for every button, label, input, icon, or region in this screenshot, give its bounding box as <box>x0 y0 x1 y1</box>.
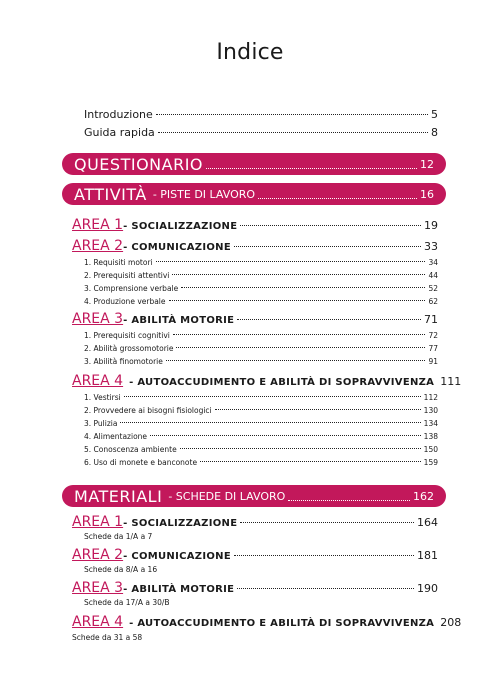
toc-entry-guida-rapida[interactable] <box>84 126 438 139</box>
area-note: Schede da 8/A a 16 <box>84 565 158 574</box>
subentry-page: 72 <box>428 331 438 340</box>
subentry-page: 138 <box>423 432 438 441</box>
area-page: 181 <box>417 549 438 562</box>
toc-entry-page: 8 <box>431 126 438 139</box>
dot-leader <box>288 500 410 501</box>
area-title: - AUTOACCUDIMENTO E ABILITÀ DI SOPRAVVIVENZA <box>129 618 435 629</box>
section-bar-questionario[interactable] <box>62 153 446 175</box>
toc-subentry[interactable] <box>84 357 438 366</box>
section-sublabel: - PISTE DI LAVORO <box>152 187 256 201</box>
subentry-page: 130 <box>423 406 438 415</box>
area-name: AREA 3 <box>72 311 124 327</box>
subentry-page: 112 <box>423 393 438 402</box>
dot-leader <box>176 347 425 348</box>
area-note: Schede da 1/A a 7 <box>84 532 153 541</box>
subentry-label: 4. Alimentazione <box>84 432 148 441</box>
dot-leader <box>237 588 414 589</box>
dot-leader <box>124 396 421 397</box>
subentry-page: 150 <box>423 445 438 454</box>
area-note: Schede da 17/A a 30/B <box>84 598 170 607</box>
section-page: 16 <box>420 187 434 201</box>
materiali-area-1[interactable] <box>72 514 438 530</box>
subentry-label: 4. Produzione verbale <box>84 297 166 306</box>
area-page: 208 <box>440 616 462 629</box>
dot-leader <box>172 274 425 275</box>
materiali-area-2[interactable] <box>72 547 438 563</box>
area-name: AREA 4 <box>72 614 124 630</box>
area-name: AREA 3 <box>72 580 124 596</box>
subentry-page: 91 <box>428 357 438 366</box>
area-name: AREA 1 <box>72 217 124 233</box>
area-title: - ABILITÀ MOTORIE <box>123 315 235 326</box>
subentry-page: 62 <box>428 297 438 306</box>
area-title: - AUTOACCUDIMENTO E ABILITÀ DI SOPRAVVIVENZA <box>129 377 435 388</box>
area-name: AREA 1 <box>72 514 124 530</box>
area-name: AREA 4 <box>72 373 124 389</box>
area-page: 164 <box>417 516 438 529</box>
area-page: 190 <box>417 582 438 595</box>
dot-leader <box>180 448 421 449</box>
subentry-label: 1. Requisiti motori <box>84 258 153 267</box>
subentry-page: 34 <box>428 258 438 267</box>
section-bar-attivita[interactable] <box>62 183 446 205</box>
dot-leader <box>237 319 421 320</box>
area-name: AREA 2 <box>72 238 124 254</box>
dot-leader <box>206 168 417 169</box>
toc-subentry[interactable] <box>84 419 438 428</box>
subentry-page: 77 <box>428 344 438 353</box>
toc-subentry[interactable] <box>84 331 438 340</box>
subentry-label: 2. Abilità grossomotorie <box>84 344 174 353</box>
toc-subentry[interactable] <box>84 432 438 441</box>
toc-entry-label: Introduzione <box>84 108 153 121</box>
dot-leader <box>150 435 421 436</box>
dot-leader <box>156 261 426 262</box>
toc-entry-label: Guida rapida <box>84 126 155 139</box>
dot-leader <box>181 287 425 288</box>
subentry-page: 44 <box>428 271 438 280</box>
section-page: 162 <box>413 489 434 503</box>
toc-subentry[interactable] <box>84 284 438 293</box>
section-label: MATERIALI <box>74 486 163 506</box>
dot-leader <box>240 225 421 226</box>
section-label: QUESTIONARIO <box>74 154 203 174</box>
section-sublabel: - SCHEDE DI LAVORO <box>168 489 286 503</box>
toc-subentry[interactable] <box>84 258 438 267</box>
area-title: - SOCIALIZZAZIONE <box>123 518 238 529</box>
area-note: Schede da 31 a 58 <box>72 633 143 642</box>
dot-leader <box>234 246 421 247</box>
toc-entry-introduzione[interactable] <box>84 108 438 121</box>
subentry-label: 2. Prerequisiti attentivi <box>84 271 170 280</box>
dot-leader <box>158 132 428 133</box>
area-name: AREA 2 <box>72 547 124 563</box>
subentry-label: 3. Pulizia <box>84 419 118 428</box>
dot-leader <box>169 300 426 301</box>
toc-area-3[interactable] <box>72 311 438 327</box>
materiali-area-3[interactable] <box>72 580 438 596</box>
dot-leader <box>215 409 421 410</box>
dot-leader <box>234 555 414 556</box>
area-page: 33 <box>424 240 438 253</box>
area-page: 71 <box>424 313 438 326</box>
area-title: - COMUNICAZIONE <box>123 551 231 562</box>
toc-area-4[interactable] <box>72 373 462 389</box>
toc-subentry[interactable] <box>84 445 438 454</box>
subentry-page: 52 <box>428 284 438 293</box>
area-page: 19 <box>424 219 438 232</box>
dot-leader <box>258 198 417 199</box>
toc-subentry[interactable] <box>84 271 438 280</box>
subentry-page: 159 <box>423 458 438 467</box>
area-title: - COMUNICAZIONE <box>123 242 231 253</box>
dot-leader <box>120 422 420 423</box>
toc-entry-page: 5 <box>431 108 438 121</box>
subentry-label: 3. Abilità finomotorie <box>84 357 163 366</box>
subentry-page: 134 <box>423 419 438 428</box>
subentry-label: 2. Provvedere ai bisogni fisiologici <box>84 406 212 415</box>
area-title: - SOCIALIZZAZIONE <box>123 221 238 232</box>
section-label: ATTIVITÀ <box>74 184 147 204</box>
section-bar-materiali[interactable] <box>62 485 446 507</box>
page-title: Indice <box>216 40 284 65</box>
area-page: 111 <box>440 375 462 388</box>
materiali-area-4[interactable] <box>72 614 462 630</box>
toc-area-1[interactable] <box>72 217 438 233</box>
subentry-label: 1. Vestirsi <box>84 393 121 402</box>
toc-subentry[interactable] <box>84 297 438 306</box>
subentry-label: 1. Prerequisiti cognitivi <box>84 331 170 340</box>
toc-area-2[interactable] <box>72 238 438 254</box>
toc-subentry[interactable] <box>84 458 438 467</box>
section-page: 12 <box>420 157 434 171</box>
dot-leader <box>240 522 414 523</box>
dot-leader <box>166 360 426 361</box>
dot-leader <box>200 461 421 462</box>
subentry-label: 5. Conoscenza ambiente <box>84 445 177 454</box>
toc-subentry[interactable] <box>84 393 438 402</box>
dot-leader <box>173 334 426 335</box>
toc-subentry[interactable] <box>84 344 438 353</box>
subentry-label: 6. Uso di monete e banconote <box>84 458 198 467</box>
toc-subentry[interactable] <box>84 406 438 415</box>
subentry-label: 3. Comprensione verbale <box>84 284 179 293</box>
dot-leader <box>156 114 428 115</box>
area-title: - ABILITÀ MOTORIE <box>123 584 235 595</box>
